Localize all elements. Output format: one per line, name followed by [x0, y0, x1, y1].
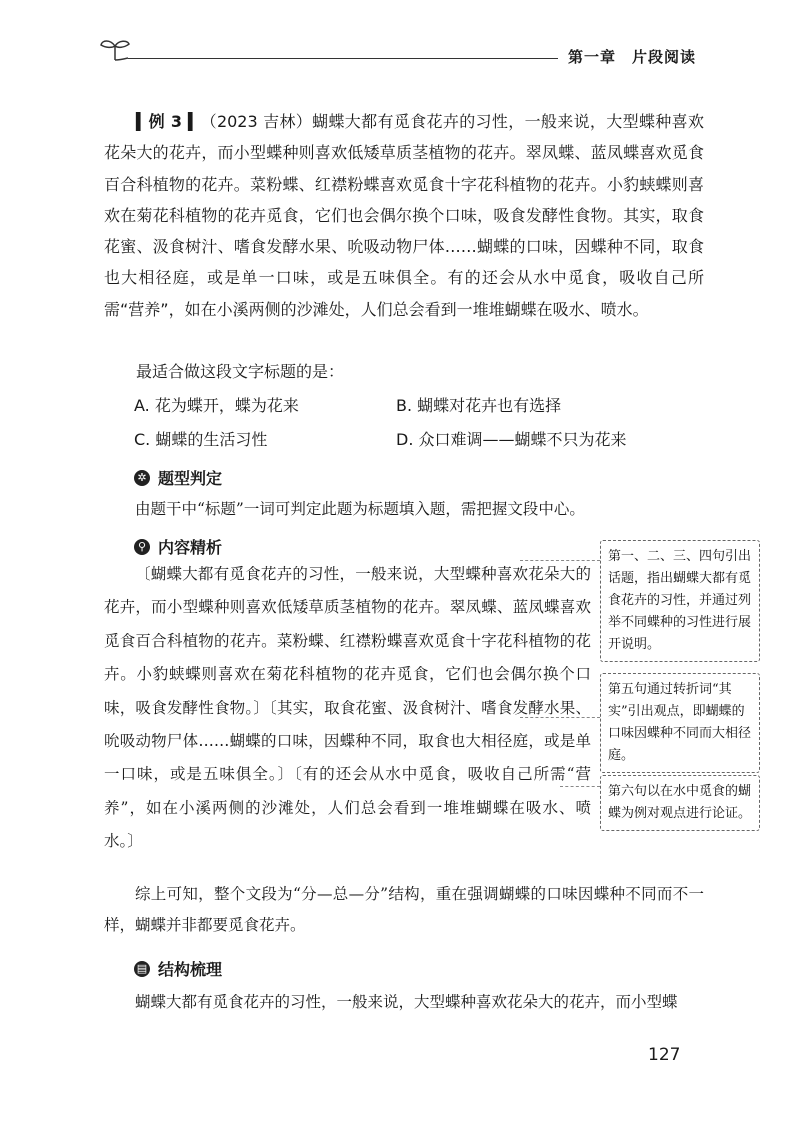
margin-note-1-text: 第一、二、三、四句引出话题，指出蝴蝶大都有觅食花卉的习性，并通过列举不同蝶种的习性进行展开说明。 — [608, 549, 752, 652]
margin-note-2 — [600, 673, 760, 773]
magnifier-icon: ⚲ — [134, 539, 150, 555]
question-text: 最适合做这段文字标题的是： — [136, 362, 345, 381]
section-type-title: 题型判定 — [158, 469, 223, 488]
analysis-body — [104, 558, 591, 859]
option-c[interactable]: C. 蝴蝶的生活习性 — [134, 430, 268, 449]
question-stem — [104, 356, 704, 387]
section-type-body — [104, 494, 704, 525]
analysis-part-1: 〔蝴蝶大都有觅食花卉的习性，一般来说，大型蝶种喜欢花朵大的花卉，而小型蝶种则喜欢低矮草质茎植物的花卉。翠凤蝶、蓝凤蝶喜欢觅食百合科植物的花卉。菜粉蝶、红襟粉蝶喜欢觅食十字花科植物的花卉。小豹蛱蝶则喜欢在菊花科植物的花卉觅食，它们也会偶尔换个口味，吸食发酵性食物。〕 — [104, 565, 591, 717]
section-analysis-heading — [134, 535, 222, 558]
option-a[interactable]: A. 花为蝶开，蝶为花来 — [134, 396, 299, 415]
example-source: （2023 吉林） — [200, 112, 313, 131]
analysis-part-2: 〔其实，取食花蜜、汲食树汁、嗜食发酵水果、吮吸动物尸体……蝴蝶的口味，因蝶种不同，取食也大相径庭，或是单一口味，或是五味俱全。〕 — [104, 698, 591, 784]
section-type-heading — [134, 466, 222, 489]
analysis-conclusion: 综上可知，整个文段为“分—总—分”结构，重在强调蝴蝶的口味因蝶种不同而不一样，蝴蝶并非都要觅食花卉。 — [104, 885, 704, 934]
note-connector-1 — [520, 560, 600, 561]
chapter-title: 片段阅读 — [632, 48, 697, 66]
example-text: 蝴蝶大都有觅食花卉的习性，一般来说，大型蝶种喜欢花朵大的花卉，而小型蝶种则喜欢低矮草质茎植物的花卉。翠凤蝶、蓝凤蝶喜欢觅食百合科植物的花卉。菜粉蝶、红襟粉蝶喜欢觅食十字花科植物的花卉。小豹蛱蝶则喜欢在菊花科植物的花卉觅食，它们也会偶尔换个口味，吸食发酵性食物。其实，取食花蜜、汲食树汁、嗜食发酵水果、吮吸动物尸体……蝴蝶的口味，因蝶种不同，取食也大相径庭，或是单一口味，或是五味俱全。有的还会从水中觅食，吸收自己所需“营养”，如在小溪两侧的沙滩处，人们总会看到一堆堆蝴蝶在吸水、喷水。 — [104, 112, 704, 319]
note-connector-3 — [560, 786, 600, 787]
section-type-text: 由题干中“标题”一词可判定此题为标题填入题，需把握文段中心。 — [135, 500, 585, 518]
clipboard-icon: ▤ — [134, 961, 150, 977]
section-structure-heading — [134, 957, 222, 980]
analysis-part-3: 〔有的还会从水中觅食，吸收自己所需“营养”，如在小溪两侧的沙滩处，人们总会看到一堆堆蝴蝶在吸水、喷水。〕 — [104, 765, 591, 851]
note-connector-2 — [520, 717, 600, 718]
chapter-number: 第一章 — [568, 48, 617, 66]
answer-options — [134, 389, 694, 457]
example-passage — [104, 106, 704, 325]
example-label: ▍例 3 ▍ — [136, 112, 201, 131]
margin-note-3-text: 第六句以在水中觅食的蝴蝶为例对观点进行论证。 — [608, 784, 752, 821]
page-number: 127 — [648, 1045, 681, 1065]
margin-note-2-text: 第五句通过转折词“其实”引出观点，即蝴蝶的口味因蝶种不同而大相径庭。 — [608, 682, 752, 763]
option-d[interactable]: D. 众口难调——蝴蝶不只为花来 — [396, 430, 627, 449]
section-structure-title: 结构梳理 — [158, 960, 223, 979]
margin-note-3 — [600, 775, 760, 831]
chapter-heading — [568, 46, 696, 67]
section-analysis-title: 内容精析 — [158, 538, 223, 557]
header-rule — [128, 58, 558, 59]
sprout-icon — [98, 36, 132, 62]
gear-icon: ✲ — [134, 470, 150, 486]
margin-note-1 — [600, 540, 760, 662]
section-structure-text: 蝴蝶大都有觅食花卉的习性，一般来说，大型蝶种喜欢花朵大的花卉，而小型蝶 — [135, 993, 678, 1011]
option-b[interactable]: B. 蝴蝶对花卉也有选择 — [396, 396, 562, 415]
